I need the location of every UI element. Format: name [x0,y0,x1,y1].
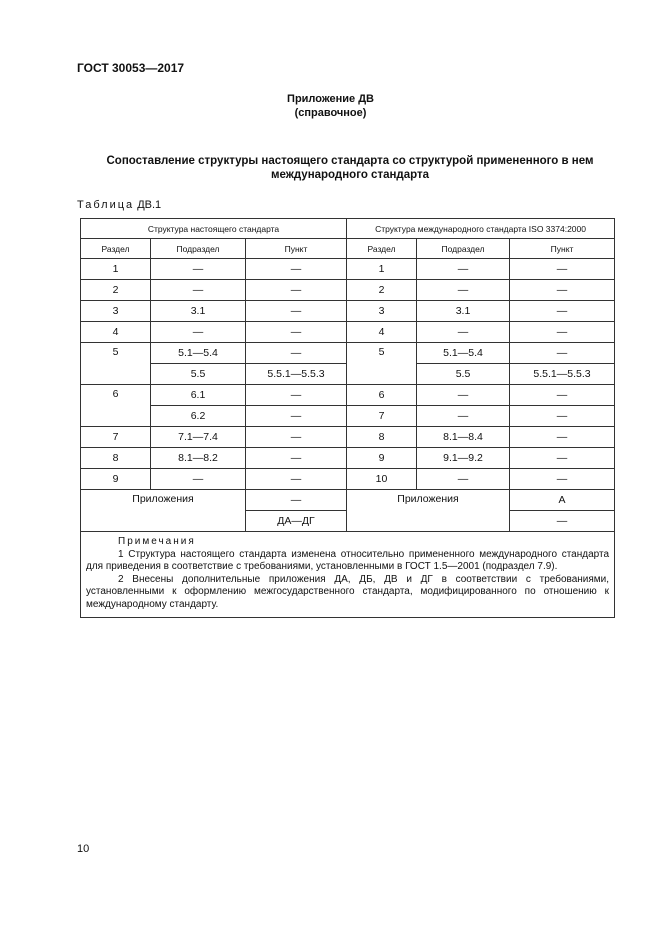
column-header: Пункт [246,239,347,259]
table-cell: 4 [347,322,417,343]
table-cell: 2 [347,280,417,301]
table-caption-word: Таблица [77,199,135,211]
table-row [81,280,615,301]
table-cell: 10 [347,469,417,490]
table-cell: 7 [81,427,151,448]
table-cell: 6 [81,385,151,427]
table-cell: 8 [347,427,417,448]
table-cell: — [510,301,615,322]
table-cell: — [510,280,615,301]
table-cell: 9 [81,469,151,490]
table-cell: 3 [81,301,151,322]
table-caption [77,199,161,211]
table-cell: — [246,259,347,280]
table-cell: 5 [347,343,417,385]
table-row [81,427,615,448]
table-cell: — [417,280,510,301]
appendix-row [81,490,615,511]
notes-row [81,532,615,618]
notes-heading: Примечания [118,536,196,547]
table-row [81,322,615,343]
table-cell: — [246,469,347,490]
table-cell: — [246,343,347,364]
table-cell: — [246,448,347,469]
notes-cell [81,532,615,618]
table-cell: — [417,406,510,427]
table-cell: — [510,427,615,448]
table-group-header [81,219,615,239]
standard-code: ГОСТ 30053—2017 [77,61,185,75]
table-cell: 3.1 [417,301,510,322]
table-cell: 6 [347,385,417,406]
table-cell: 7.1—7.4 [151,427,246,448]
table-cell: 9 [347,448,417,469]
column-header: Раздел [81,239,151,259]
table-column-header [81,239,615,259]
table-cell: — [151,280,246,301]
page-number: 10 [77,843,90,855]
table-cell: — [417,469,510,490]
table-cell: — [510,511,615,532]
table-cell: — [510,322,615,343]
table-cell: 8 [81,448,151,469]
table-cell: — [510,343,615,364]
table-cell: ДА—ДГ [246,511,347,532]
table-cell: — [417,322,510,343]
table-cell: — [246,490,347,511]
table-row [81,406,615,427]
column-header: Раздел [347,239,417,259]
group-header-right: Структура международного стандарта ISO 3374:2000 [347,219,615,239]
table-cell: 6.1 [151,385,246,406]
appendix-label-right: Приложения [347,490,510,532]
table-cell: 1 [347,259,417,280]
table-cell: 8.1—8.2 [151,448,246,469]
table-cell: 5.5 [417,364,510,385]
table-cell: — [246,301,347,322]
table-row [81,448,615,469]
table-cell: 1 [81,259,151,280]
table-row [81,259,615,280]
table-cell: 5 [81,343,151,385]
table-row [81,343,615,364]
table-cell: 3.1 [151,301,246,322]
table-cell: 8.1—8.4 [417,427,510,448]
table-cell: А [510,490,615,511]
table-cell: 7 [347,406,417,427]
group-header-left: Структура настоящего стандарта [81,219,347,239]
table-row [81,469,615,490]
note-item: 2 Внесены дополнительные приложения ДА, ДБ, ДВ и ДГ в соответствии с требованиями, установленными к оформлению межгосударственного стандарта, модифицированного по отношению к международному стандарту. [86,573,610,610]
column-header: Подраздел [151,239,246,259]
table-cell: — [510,385,615,406]
table-cell: 5.5 [151,364,246,385]
table-cell: — [151,322,246,343]
table-cell: — [151,469,246,490]
table-cell: — [246,322,347,343]
table-cell: — [246,406,347,427]
annex-title: Приложение ДВ [287,93,374,105]
table-cell: 5.1—5.4 [151,343,246,364]
table-cell: — [246,385,347,406]
table-row [81,301,615,322]
table-cell: 5.5.1—5.5.3 [510,364,615,385]
column-header: Пункт [510,239,615,259]
table-cell: — [151,259,246,280]
table-cell: — [510,448,615,469]
table-cell: 2 [81,280,151,301]
table-cell: 6.2 [151,406,246,427]
column-header: Подраздел [417,239,510,259]
table-cell: — [510,259,615,280]
annex-heading [0,92,661,120]
table-cell: — [417,259,510,280]
note-item: 1 Структура настоящего стандарта изменена относительно примененного международного стандарта для приведения в соответствие с требованиями, установленными в ГОСТ 1.5—2001 (подраздел 7.9). [86,548,610,572]
table-cell: — [510,469,615,490]
annex-status: (справочное) [294,107,367,119]
table-row [81,385,615,406]
table-cell: 5.5.1—5.5.3 [246,364,347,385]
comparison-table [80,218,615,618]
table-cell: 9.1—9.2 [417,448,510,469]
table-caption-id: ДВ.1 [137,199,162,211]
table-cell: 3 [347,301,417,322]
appendix-label-left: Приложения [81,490,246,532]
table-cell: — [510,406,615,427]
table-cell: — [417,385,510,406]
table-cell: — [246,427,347,448]
table-cell: 4 [81,322,151,343]
table-cell: 5.1—5.4 [417,343,510,364]
document-title: Сопоставление структуры настоящего стандарта со структурой примененного в нем международного стандарта [106,155,594,181]
table-cell: — [246,280,347,301]
